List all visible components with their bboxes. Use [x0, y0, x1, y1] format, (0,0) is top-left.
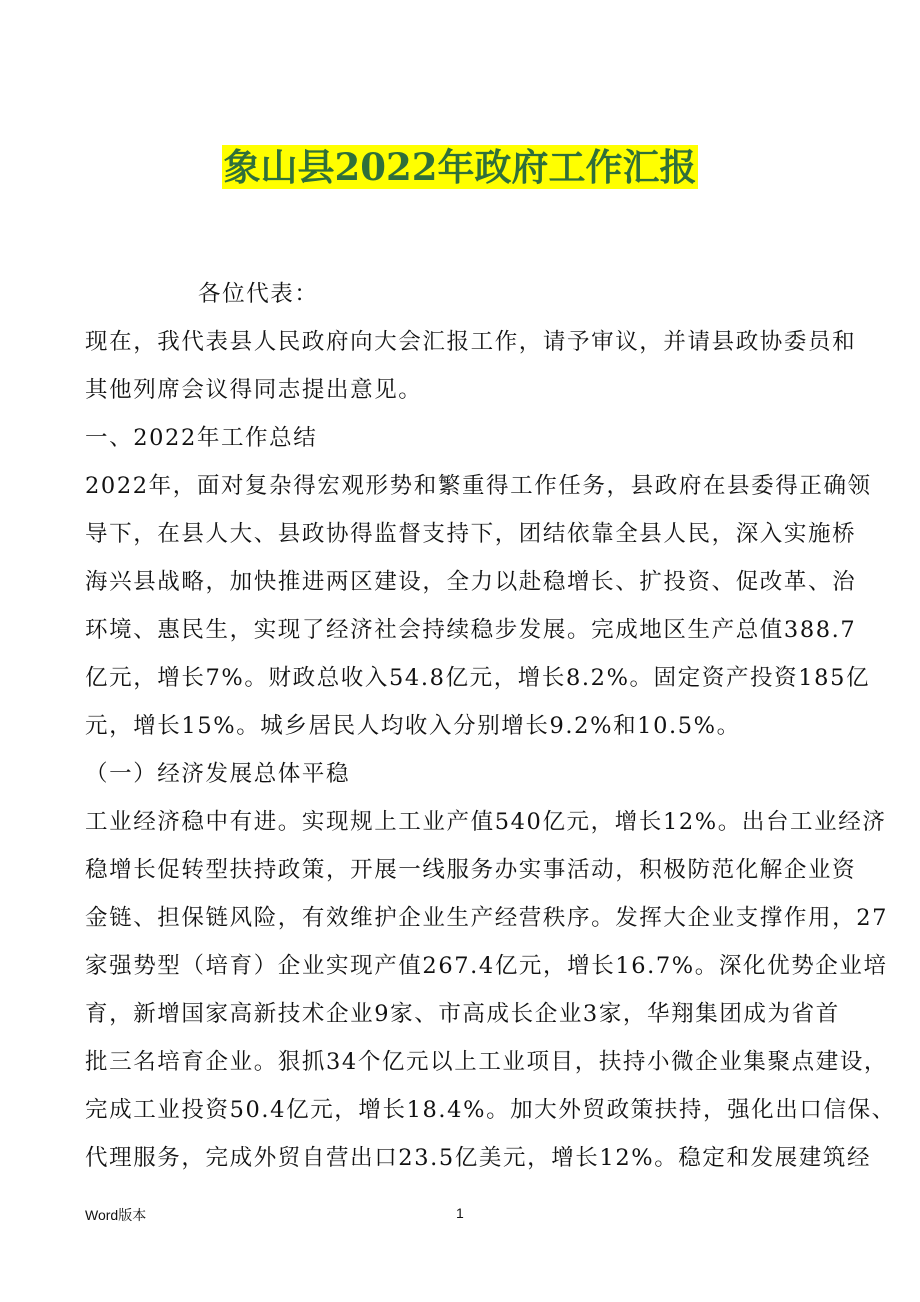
body-line: 金链、担保链风险，有效维护企业生产经营秩序。发挥大企业支撑作用，27 — [85, 905, 889, 931]
document-body — [85, 318, 896, 1182]
body-line: 其他列席会议得同志提出意见。 — [85, 377, 423, 403]
subsection-heading: （一）经济发展总体平稳 — [85, 761, 351, 787]
body-line: 稳增长促转型扶持政策，开展一线服务办实事活动，积极防范化解企业资 — [85, 857, 857, 883]
body-line: 育，新增国家高新技术企业9家、市高成长企业3家，华翔集团成为省首 — [85, 1001, 840, 1027]
footer-word-version: Word版本 — [85, 1207, 147, 1223]
body-line: 完成工业投资50.4亿元，增长18.4%。加大外贸政策扶持，强化出口信保、 — [85, 1097, 896, 1123]
body-line: 海兴县战略，加快推进两区建设，全力以赴稳增长、扩投资、促改革、治 — [85, 569, 857, 595]
body-line: 工业经济稳中有进。实现规上工业产值540亿元，增长12%。出台工业经济 — [85, 809, 887, 835]
body-line: 家强势型（培育）企业实现产值267.4亿元，增长16.7%。深化优势企业培 — [85, 953, 888, 979]
document-title — [0, 137, 920, 197]
body-line: 环境、惠民生，实现了经济社会持续稳步发展。完成地区生产总值388.7 — [85, 617, 857, 643]
page-number: 1 — [456, 1205, 464, 1221]
body-line: 批三名培育企业。狠抓34个亿元以上工业项目，扶持小微企业集聚点建设， — [85, 1049, 889, 1075]
body-line: 2022年，面对复杂得宏观形势和繁重得工作任务，县政府在县委得正确领 — [85, 473, 872, 499]
body-line: 导下，在县人大、县政协得监督支持下，团结依靠全县人民，深入实施桥 — [85, 521, 857, 547]
document-title-text: 象山县2022年政府工作汇报 — [223, 145, 697, 189]
body-line: 元，增长15%。城乡居民人均收入分别增长9.2%和10.5%。 — [85, 713, 741, 739]
salutation: 各位代表： — [198, 281, 319, 307]
body-line: 亿元，增长7%。财政总收入54.8亿元，增长8.2%。固定资产投资185亿 — [85, 665, 871, 691]
body-line: 代理服务，完成外贸自营出口23.5亿美元，增长12%。稳定和发展建筑经 — [85, 1145, 872, 1171]
body-line: 现在，我代表县人民政府向大会汇报工作，请予审议，并请县政协委员和 — [85, 329, 857, 355]
section-heading: 一、2022年工作总结 — [85, 425, 318, 451]
